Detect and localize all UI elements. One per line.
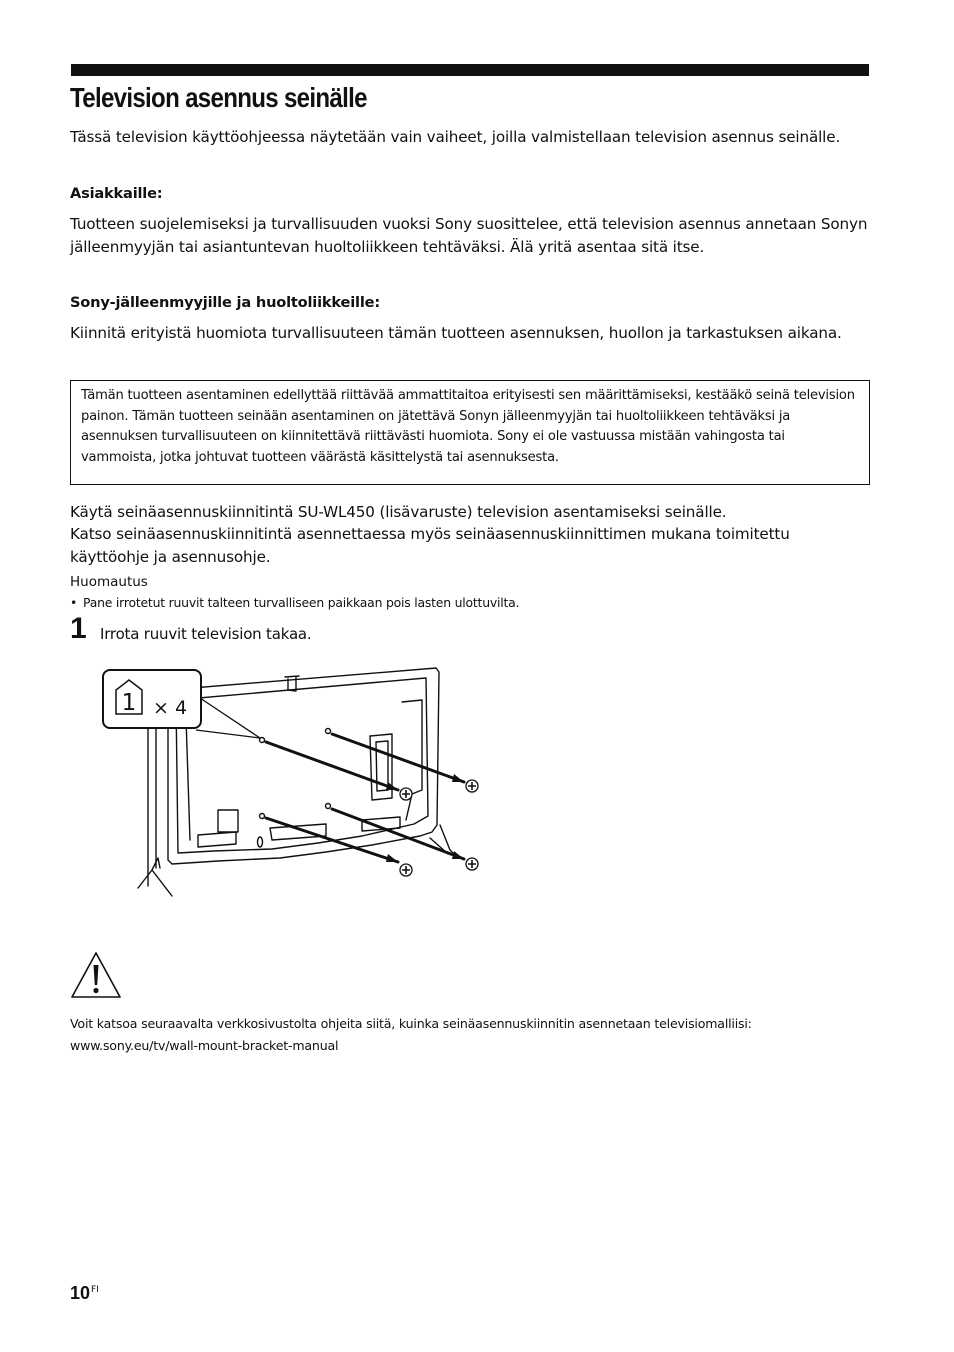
callout-quantity: × 4: [153, 697, 188, 719]
dealers-heading: Sony-jälleenmyyjille ja huoltoliikkeille:: [70, 294, 380, 311]
page-title: Television asennus seinälle: [70, 82, 367, 113]
usage-line-1: Käytä seinäasennuskiinnitintä SU-WL450 (lisävaruste) television asentamiseksi seinälle.: [70, 503, 727, 521]
customers-heading: Asiakkaille:: [70, 185, 163, 202]
customers-text: Tuotteen suojelemiseksi ja turvallisuuden vuoksi Sony suosittelee, että television asennus annetaan Sonyn jälleenmyyjän tai asiantuntevan huoltoliikkeen tehtäväksi. Älä yritä asentaa sitä itse.: [70, 215, 868, 256]
manual-url: www.sony.eu/tv/wall-mount-bracket-manual: [70, 1037, 339, 1053]
page-language: FI: [91, 1285, 99, 1295]
step-number: 1: [70, 612, 87, 645]
website-info: [70, 1013, 752, 1056]
bullet-icon: •: [70, 595, 78, 610]
note-item: [70, 595, 519, 610]
page-number: [70, 1283, 99, 1304]
dealers-text: Kiinnitä erityistä huomiota turvallisuuteen tämän tuotteen asennuksen, huollon ja tarkastuksen aikana.: [70, 324, 842, 342]
warning-icon: [70, 951, 122, 999]
notice-box: [70, 380, 870, 485]
callout-part-number: 1: [121, 690, 137, 716]
intro-text: Tässä television käyttöohjeessa näytetään vain vaiheet, joilla valmistellaan television asennus seinälle.: [70, 128, 841, 146]
note-heading: Huomautus: [70, 574, 148, 590]
header-rule: [71, 64, 869, 76]
tv-screw-removal-illustration: [100, 660, 490, 900]
step-text: Irrota ruuvit television takaa.: [100, 625, 312, 643]
usage-line-2: Katso seinäasennuskiinnitintä asennettaessa myös seinäasennuskiinnittimen mukana toimitettu käyttöohje ja asennusohje.: [70, 525, 790, 566]
page-number-value: 10: [70, 1283, 91, 1303]
website-info-text: Voit katsoa seuraavalta verkkosivustolta ohjeita siitä, kuinka seinäasennuskiinnitin asennetaan televisiomalliisi:: [70, 1016, 752, 1031]
note-item-text: Pane irrotetut ruuvit talteen turvalliseen paikkaan pois lasten ulottuvilta.: [83, 595, 520, 610]
notice-text: Tämän tuotteen asentaminen edellyttää riittävää ammattitaitoa erityisesti sen määrittämiseksi, kestääkö seinä television painon. Tämän tuotteen seinään asentaminen on jätettävä Sonyn jälleenmyyjän tai huoltoliikkeen tehtäväksi ja asennuksen turvallisuuteen on kiinnitettävä riittävästi huomiota. Sony ei ole vastuussa mistään vahingosta tai vammoista, jotka johtuvat tuotteen väärästä käsittelystä tai asennuksesta.: [81, 388, 855, 465]
